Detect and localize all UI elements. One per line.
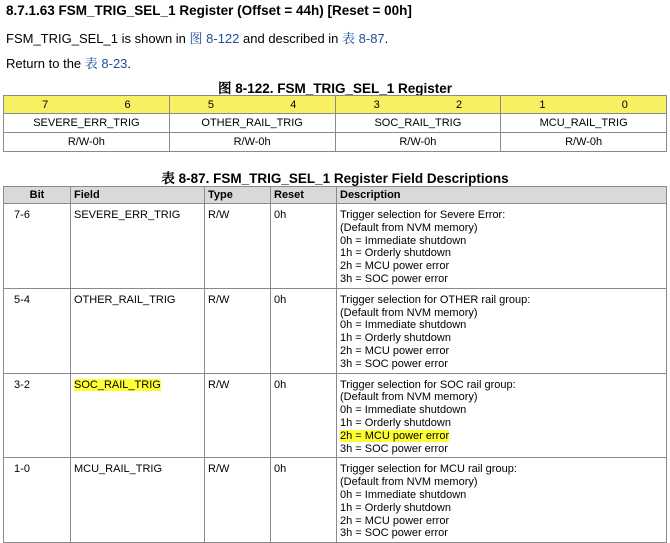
reset-cell: 0h (271, 458, 337, 543)
field-name-cell: SEVERE_ERR_TRIG (4, 114, 170, 133)
intro-text: and described in (239, 31, 343, 46)
column-header-description: Description (337, 187, 667, 204)
description-cell (337, 373, 667, 458)
field-name-cell: MCU_RAIL_TRIG (501, 114, 667, 133)
description-line: 2h = MCU power error (340, 260, 450, 273)
description-line: (Default from NVM memory) (340, 476, 478, 489)
access-cell: R/W-0h (4, 133, 170, 152)
bit-number: 6 (124, 98, 131, 111)
table-row (4, 458, 667, 543)
bit-number: 3 (373, 98, 380, 111)
highlighted-description-text: 2h = MCU power error (340, 429, 450, 442)
access-cell: R/W-0h (501, 133, 667, 152)
intro-text: . (384, 31, 389, 46)
description-line-highlighted (340, 430, 663, 443)
field-cell: OTHER_RAIL_TRIG (71, 288, 205, 373)
field-cell: MCU_RAIL_TRIG (71, 458, 205, 543)
intro-text: FSM_TRIG_SEL_1 is shown in (6, 31, 190, 46)
bit-number: 5 (207, 98, 214, 111)
type-cell: R/W (205, 288, 271, 373)
bit-cell: 3-2 (4, 373, 71, 458)
field-name-row (4, 114, 667, 133)
bit-pair-cell (335, 96, 501, 114)
description-line: 0h = Immediate shutdown (340, 488, 467, 501)
reset-cell: 0h (271, 373, 337, 458)
access-cell: R/W-0h (169, 133, 335, 152)
column-header-reset: Reset (271, 187, 337, 204)
description-line: 1h = Orderly shutdown (340, 332, 451, 345)
description-line: 1h = Orderly shutdown (340, 501, 451, 514)
intro-paragraph (6, 28, 388, 47)
description-line: Trigger selection for MCU rail group: (340, 463, 517, 476)
table-link[interactable]: 表 8-87 (342, 31, 385, 46)
description-line: (Default from NVM memory) (340, 391, 478, 404)
type-cell: R/W (205, 204, 271, 289)
table-caption: 表 8-87. FSM_TRIG_SEL_1 Register Field Descriptions (161, 171, 509, 186)
bit-cell: 5-4 (4, 288, 71, 373)
access-row (4, 133, 667, 152)
highlighted-field-name: SOC_RAIL_TRIG (74, 378, 161, 391)
description-line: 3h = SOC power error (340, 272, 448, 285)
return-paragraph (6, 53, 131, 72)
description-line: 3h = SOC power error (340, 442, 448, 455)
bit-pair-cell (501, 96, 667, 114)
description-cell (337, 204, 667, 289)
return-text: Return to the (6, 56, 85, 71)
field-name-cell: SOC_RAIL_TRIG (335, 114, 501, 133)
bit-pair-cell (169, 96, 335, 114)
table-row (4, 373, 667, 458)
description-line: Trigger selection for Severe Error: (340, 209, 506, 221)
reset-cell: 0h (271, 288, 337, 373)
description-cell (337, 288, 667, 373)
table-row (4, 204, 667, 289)
field-description-table (3, 186, 667, 543)
bit-pair-cell (4, 96, 170, 114)
column-header-field: Field (71, 187, 205, 204)
description-line: 3h = SOC power error (340, 527, 448, 540)
description-line: 0h = Immediate shutdown (340, 404, 467, 417)
description-line: 3h = SOC power error (340, 357, 448, 370)
field-cell (71, 373, 205, 458)
bit-number: 0 (621, 98, 628, 111)
bit-cell: 7-6 (4, 204, 71, 289)
description-line: 2h = MCU power error (340, 344, 450, 357)
field-cell: SEVERE_ERR_TRIG (71, 204, 205, 289)
description-line: Trigger selection for SOC rail group: (340, 378, 516, 391)
description-line: 0h = Immediate shutdown (340, 319, 467, 332)
table-row (4, 288, 667, 373)
reset-cell: 0h (271, 204, 337, 289)
bit-number-row (4, 96, 667, 114)
column-header-type: Type (205, 187, 271, 204)
section-heading: 8.7.1.63 FSM_TRIG_SEL_1 Register (Offset = 44h) [Reset = 00h] (6, 3, 412, 18)
bit-number: 2 (456, 98, 463, 111)
column-header-bit: Bit (4, 187, 71, 204)
register-diagram (3, 95, 667, 152)
access-cell: R/W-0h (335, 133, 501, 152)
bit-number: 7 (42, 98, 49, 111)
description-line: 1h = Orderly shutdown (340, 247, 451, 260)
type-cell: R/W (205, 373, 271, 458)
bit-number: 4 (290, 98, 297, 111)
return-table-link[interactable]: 表 8-23 (84, 56, 128, 71)
figure-link[interactable]: 图 8-122 (189, 31, 240, 46)
description-line: (Default from NVM memory) (340, 306, 478, 319)
field-name-cell: OTHER_RAIL_TRIG (169, 114, 335, 133)
type-cell: R/W (205, 458, 271, 543)
bit-cell: 1-0 (4, 458, 71, 543)
description-line: 2h = MCU power error (340, 514, 450, 527)
description-line: 1h = Orderly shutdown (340, 416, 451, 429)
table-header-row (4, 187, 667, 204)
description-cell (337, 458, 667, 543)
description-line: (Default from NVM memory) (340, 221, 478, 234)
description-line: Trigger selection for OTHER rail group: (340, 293, 531, 306)
figure-caption: 图 8-122. FSM_TRIG_SEL_1 Register (217, 81, 453, 96)
return-text: . (127, 56, 132, 71)
description-line: 0h = Immediate shutdown (340, 234, 467, 247)
bit-number: 1 (539, 98, 546, 111)
